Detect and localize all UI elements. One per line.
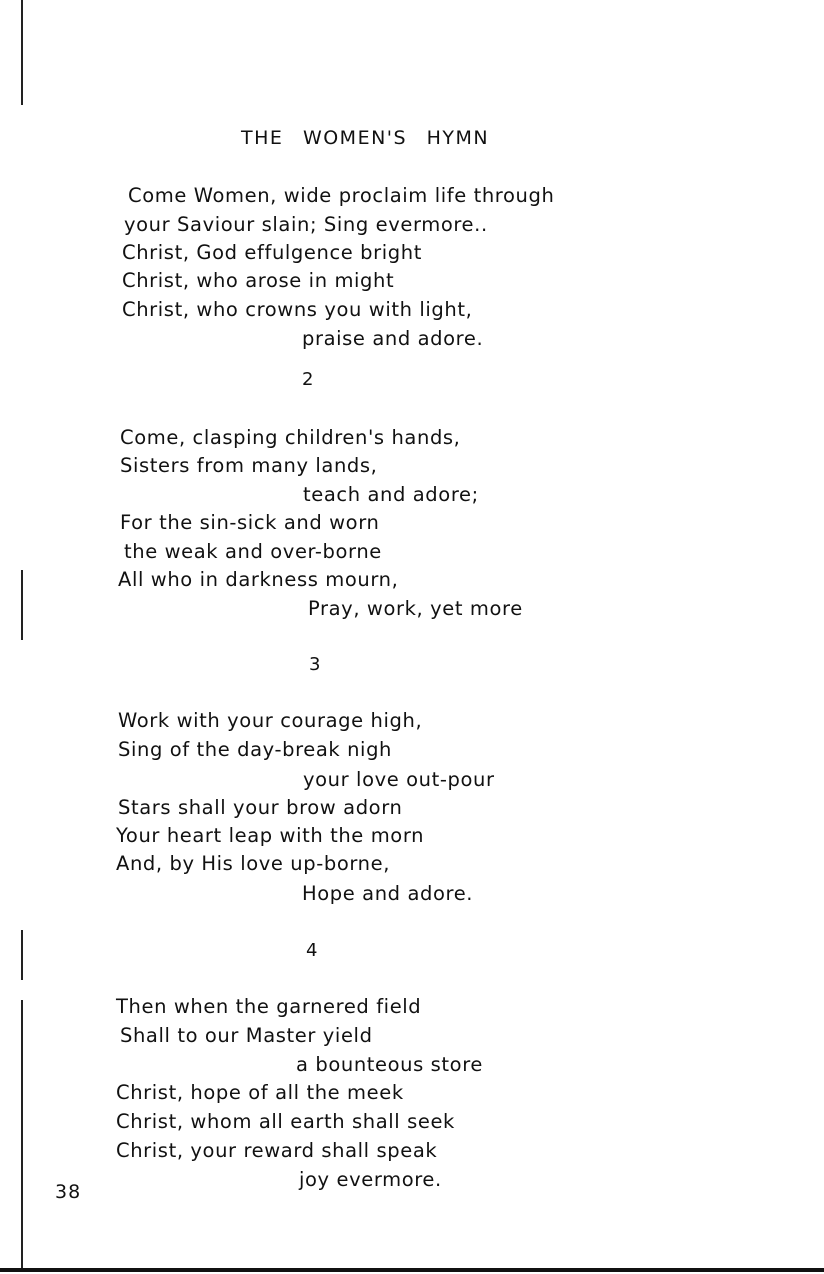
verse-refrain: Pray, work, yet more (308, 597, 523, 620)
verse-line: Sing of the day-break nigh (118, 738, 393, 761)
stanza-number: 3 (309, 654, 321, 675)
verse-line: Come Women, wide proclaim life through (128, 184, 555, 207)
verse-line: Christ, God effulgence bright (122, 241, 422, 264)
verse-line: Christ, hope of all the meek (116, 1081, 404, 1104)
verse-line: Work with your courage high, (118, 709, 423, 732)
verse-line: Then when the garnered field (116, 995, 422, 1018)
stanza-number: 4 (306, 940, 318, 961)
verse-line: the weak and over-borne (124, 540, 382, 563)
page-edge-shadow (21, 570, 23, 640)
verse-refrain: joy evermore. (299, 1168, 442, 1191)
page-edge-shadow (21, 930, 23, 980)
verse-line: Stars shall your brow adorn (118, 796, 403, 819)
verse-line: For the sin-sick and worn (120, 511, 380, 534)
verse-line: Your heart leap with the morn (116, 824, 425, 847)
verse-line: Christ, who crowns you with light, (122, 298, 473, 321)
verse-line: Christ, your reward shall speak (116, 1139, 438, 1162)
verse-line: Christ, whom all earth shall seek (116, 1110, 455, 1133)
verse-refrain: Hope and adore. (302, 882, 474, 905)
stanza-number: 2 (302, 369, 314, 390)
verse-line: And, by His love up-borne, (116, 852, 391, 875)
verse-line: Shall to our Master yield (120, 1024, 373, 1047)
verse-line: your love out-pour (303, 768, 495, 791)
verse-line: Christ, who arose in might (122, 269, 395, 292)
verse-line: Come, clasping children's hands, (120, 426, 461, 449)
verse-line: Sisters from many lands, (120, 454, 378, 477)
page-edge-shadow (21, 0, 23, 105)
verse-line: teach and adore; (303, 483, 479, 506)
verse-line: All who in darkness mourn, (118, 568, 399, 591)
verse-refrain: praise and adore. (302, 327, 484, 350)
hymn-title: THE WOMEN'S HYMN (241, 127, 490, 149)
verse-line: a bounteous store (296, 1053, 483, 1076)
page-edge-shadow (21, 1000, 23, 1268)
page-bottom-rule (0, 1268, 824, 1272)
page-number: 38 (55, 1181, 82, 1203)
verse-line: your Saviour slain; Sing evermore.. (124, 213, 488, 236)
